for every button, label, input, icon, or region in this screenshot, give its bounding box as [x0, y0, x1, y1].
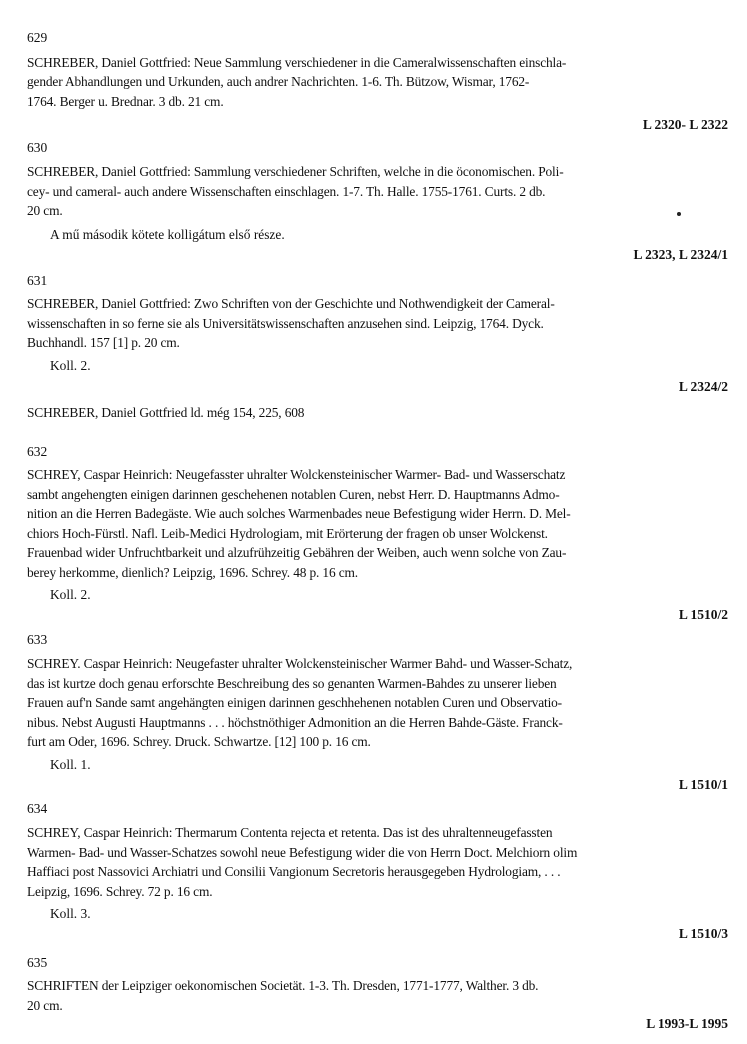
entry-text-line: SCHRIFTEN der Leipziger oekonomischen Societät. 1-3. Th. Dresden, 1771-1777, Walther. 3 db.: [27, 978, 539, 993]
entry-text-line: wissenschaften in so ferne sie als Universitätswissenschaften anzusehen sind. Leipzig, 1764. Dyck.: [27, 316, 544, 331]
entry-text-line: SCHREBER, Daniel Gottfried: Zwo Schriften von der Geschichte und Nothwendigkeit der Cameral-: [27, 296, 555, 311]
entry-number: 635: [27, 955, 48, 970]
call-number: L 2324/2: [678, 379, 728, 394]
entry-note: Koll. 2.: [50, 587, 91, 602]
entry-text-line: berey herkomme, dienlich? Leipzig, 1696. Schrey. 48 p. 16 cm.: [27, 565, 358, 580]
entry-note: Koll. 1.: [50, 757, 91, 772]
entry-number: 634: [27, 801, 48, 816]
call-number: L 2323, L 2324/1: [633, 247, 728, 262]
entry-text-line: das ist kurtze doch genau erforschte Beschreibung des so genanten Warmen-Bahdes zu unserer lieben: [27, 676, 557, 691]
call-number: L 1510/2: [678, 607, 728, 622]
cross-reference: SCHREBER, Daniel Gottfried ld. még 154, 225, 608: [27, 405, 305, 420]
call-number: L 1993-L 1995: [646, 1016, 728, 1031]
entry-note: Koll. 2.: [50, 358, 91, 373]
entry-text-line: Warmen- Bad- und Wasser-Schatzes sowohl neue Befestigung wider die von Herrn Doct. Melchiorn olim: [27, 845, 578, 860]
entry-text-line: SCHREBER, Daniel Gottfried: Neue Sammlung verschiedener in die Cameralwissenschaften einschla-: [27, 55, 567, 70]
entry-text-line: nition an die Herren Badegäste. Wie auch solches Warmenbades neue Befestigung wider Herrn. D. Mel-: [27, 506, 571, 521]
entry-text-line: Frauenbad wider Unfruchtbarkeit und alzufrühzeitig Gebähren der Weiben, auch wenn solche von Zau-: [27, 545, 567, 560]
entry-text-line: Leipzig, 1696. Schrey. 72 p. 16 cm.: [27, 884, 213, 899]
entry-text-line: SCHREY, Caspar Heinrich: Thermarum Contenta rejecta et retenta. Das ist des uhraltenneugefassten: [27, 825, 553, 840]
call-number: L 1510/3: [678, 926, 728, 941]
entry-note: Koll. 3.: [50, 906, 91, 921]
entry-note: A mű második kötete kolligátum első része.: [50, 227, 285, 242]
call-number: L 1510/1: [678, 777, 728, 792]
entry-text-line: gender Abhandlungen und Urkunden, auch andrer Nachrichten. 1-6. Th. Bützow, Wismar, 1762-: [27, 74, 530, 89]
entry-text-line: 1764. Berger u. Brednar. 3 db. 21 cm.: [27, 94, 224, 109]
entry-text-line: 20 cm.: [27, 998, 63, 1013]
entry-text-line: SCHREY, Caspar Heinrich: Neugefasster uhralter Wolckensteinischer Warmer- Bad- und Wasserschatz: [27, 467, 566, 482]
entry-text-line: sambt angehengten einigen darinnen geschehenen notablen Curen, nebst Herr. D. Hauptmanns Admo-: [27, 487, 560, 502]
call-number: L 2320- L 2322: [642, 117, 728, 132]
entry-number: 629: [27, 30, 48, 45]
entry-text-line: 20 cm.: [27, 203, 63, 218]
entry-text-line: SCHREY. Caspar Heinrich: Neugefaster uhralter Wolckensteinischer Warmer Bahd- und Wasser-Schatz,: [27, 656, 573, 671]
entry-text-line: nibus. Nebst Augusti Hauptmanns . . . höchstnöthiger Admonition an die Herren Bahde-Gäste. Franck-: [27, 715, 563, 730]
entry-number: 632: [27, 444, 48, 459]
entry-text-line: SCHREBER, Daniel Gottfried: Sammlung verschiedener Schriften, welche in die öconomischen. Poli-: [27, 164, 564, 179]
entry-number: 630: [27, 140, 48, 155]
entry-number: 633: [27, 632, 48, 647]
entry-text-line: Haffiaci post Nassovici Archiatri und Consilii Vangionum Secretoris herausgegeben Hydrologiam, . . .: [27, 864, 561, 879]
entry-text-line: chiors Hoch-Fürstl. Nafl. Leib-Medici Hydrologiam, mit Erörterung der fragen ob unser Wolckenst.: [27, 526, 548, 541]
print-speck: [677, 212, 681, 216]
entry-text-line: cey- und cameral- auch andere Wissenschaften einschlagen. 1-7. Th. Halle. 1755-1761. Curts. 2 db.: [27, 184, 546, 199]
entry-text-line: Frauen auf'n Sande samt angehängten einigen darinnen geschhehenen notablen Curen und Observatio-: [27, 695, 562, 710]
entry-text-line: Buchhandl. 157 [1] p. 20 cm.: [27, 335, 180, 350]
entry-text-line: furt am Oder, 1696. Schrey. Druck. Schwartze. [12] 100 p. 16 cm.: [27, 734, 371, 749]
entry-number: 631: [27, 273, 48, 288]
